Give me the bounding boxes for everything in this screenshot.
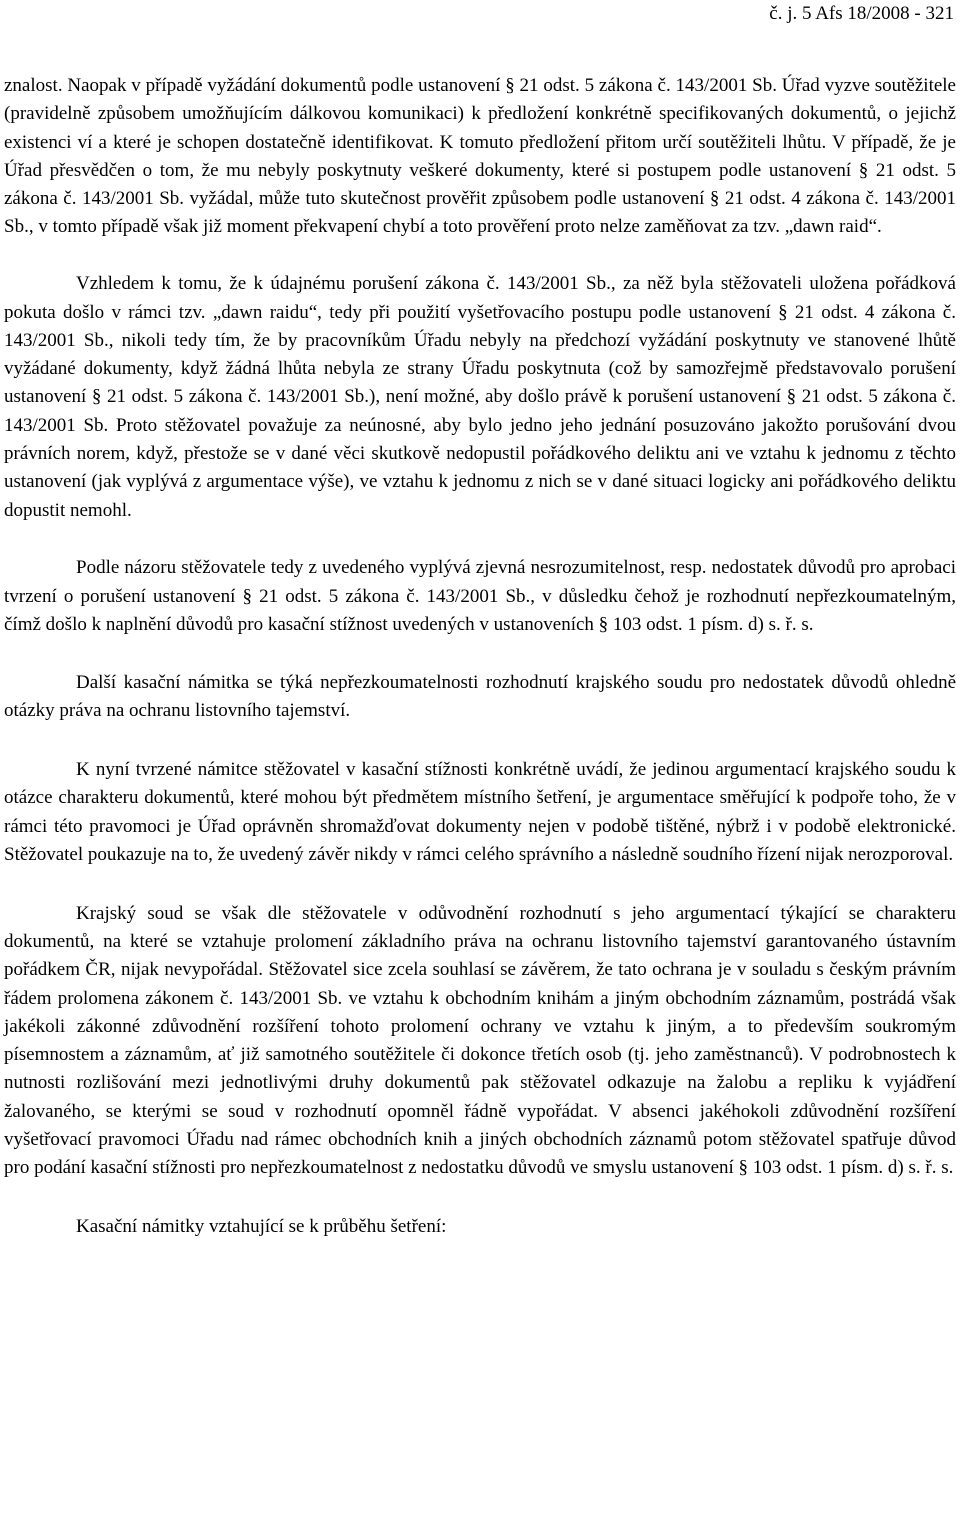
paragraph: Podle názoru stěžovatele tedy z uvedeného vyplývá zjevná nesrozumitelnost, resp. nedostatek důvodů pro aprobaci tvrzení o porušení ustanovení § 21 odst. 5 zákona č. 143/2001 Sb., v důsledku čehož je rozhodnutí nepřezkoumatelným, čímž došlo k naplnění důvodů pro kasační stížnost uvedených v ustanoveních § 103 odst. 1 písm. d) s. ř. s. (4, 557, 956, 636)
paragraph: Vzhledem k tomu, že k údajnému porušení zákona č. 143/2001 Sb., za něž byla stěžovateli uložena pořádková pokuta došlo v rámci tzv. „dawn raidu“, tedy při použití vyšetřovacího postupu podle ustanovení § 21 odst. 4 zákona č. 143/2001 Sb., nikoli tedy tím, že by pracovníkům Úřadu nebyly na předchozí vyžádání poskytnuty ve stanovené lhůtě vyžádané dokumenty, když žádná lhůta nebyla ze strany Úřadu poskytnuta (což by samozřejmě představovalo porušení ustanovení § 21 odst. 5 zákona č. 143/2001 Sb.), není možné, aby došlo právě k porušení ustanovení § 21 odst. 5 zákona č. 143/2001 Sb. Proto stěžovatel považuje za neúnosné, aby bylo jedno jeho jednání posuzováno jakožto porušování dvou právních norem, když, přestože se v dané věci skutkově nedopustil pořádkového deliktu ani ve vztahu k jednomu z těchto ustanovení (jak vyplývá z argumentace výše), ve vztahu k jednomu z nich se v dané situaci logicky ani pořádkového deliktu dopustit nemohl. (4, 273, 956, 521)
document-body (4, 72, 956, 1241)
case-number: č. j. 5 Afs 18/2008 - 321 (769, 3, 954, 24)
paragraph: K nyní tvrzené námitce stěžovatel v kasační stížnosti konkrétně uvádí, že jedinou argumentací krajského soudu k otázce charakteru dokumentů, které mohou být předmětem místního šetření, je argumentace směřující k podpoře toho, že v rámci této pravomoci je Úřad oprávněn shromažďovat dokumenty nejen v podobě tištěné, nýbrž i v podobě elektronické. Stěžovatel poukazuje na to, že uvedený závěr nikdy v rámci celého správního a následně soudního řízení nijak nerozporoval. (4, 758, 956, 865)
paragraph-continuation: znalost. Naopak v případě vyžádání dokumentů podle ustanovení § 21 odst. 5 zákona č. 143/2001 Sb. Úřad vyzve soutěžitele (pravidelně způsobem umožňujícím dálkovou komunikaci) k předložení konkrétně specifikovaných dokumentů, o jejichž existenci ví a které je schopen dostatečně identifikovat. K tomuto předložení přitom určí soutěžiteli lhůtu. V případě, že je Úřad přesvědčen o tom, že mu nebyly poskytnuty veškeré dokumenty, které si postupem podle ustanovení § 21 odst. 5 zákona č. 143/2001 Sb. vyžádal, může tuto skutečnost prověřit způsobem podle ustanovení § 21 odst. 4 zákona č. 143/2001 Sb., v tomto případě však již moment překvapení chybí a toto prověření proto nelze zaměňovat za tzv. „dawn raid“. (4, 75, 956, 238)
paragraph: Krajský soud se však dle stěžovatele v odůvodnění rozhodnutí s jeho argumentací týkající se charakteru dokumentů, na které se vztahuje prolomení základního práva na ochranu listovního tajemství garantovaného ústavním pořádkem ČR, nijak nevypořádal. Stěžovatel sice zcela souhlasí se závěrem, že tato ochrana je v souladu s českým právním řádem prolomena zákonem č. 143/2001 Sb. ve vztahu k obchodním knihám a jiným obchodním záznamům, postrádá však jakékoli zákonné zdůvodnění rozšíření tohoto prolomení ochrany ve vztahu k jiným, a to především soukromým písemnostem a záznamům, ať již samotného soutěžitele či dokonce třetích osob (tj. jeho zaměstnanců). V podrobnostech k nutnosti rozlišování mezi jednotlivými druhy dokumentů pak stěžovatel odkazuje na žalobu a repliku k vyjádření žalovaného, se kterými se soud v rozhodnutí opomněl řádně vypořádat. V absenci jakéhokoli zdůvodnění rozšíření vyšetřovací pravomoci Úřadu nad rámec obchodních knih a jiných obchodních záznamů potom stěžovatel spatřuje důvod pro podání kasační stížnosti pro nepřezkoumatelnost z nedostatku důvodů ve smyslu ustanovení § 103 odst. 1 písm. d) s. ř. s. (4, 902, 956, 1179)
paragraph: Další kasační námitka se týká nepřezkoumatelnosti rozhodnutí krajského soudu pro nedostatek důvodů ohledně otázky práva na ochranu listovního tajemství. (4, 671, 956, 722)
section-heading: Kasační námitky vztahující se k průběhu šetření: (76, 1216, 447, 1238)
